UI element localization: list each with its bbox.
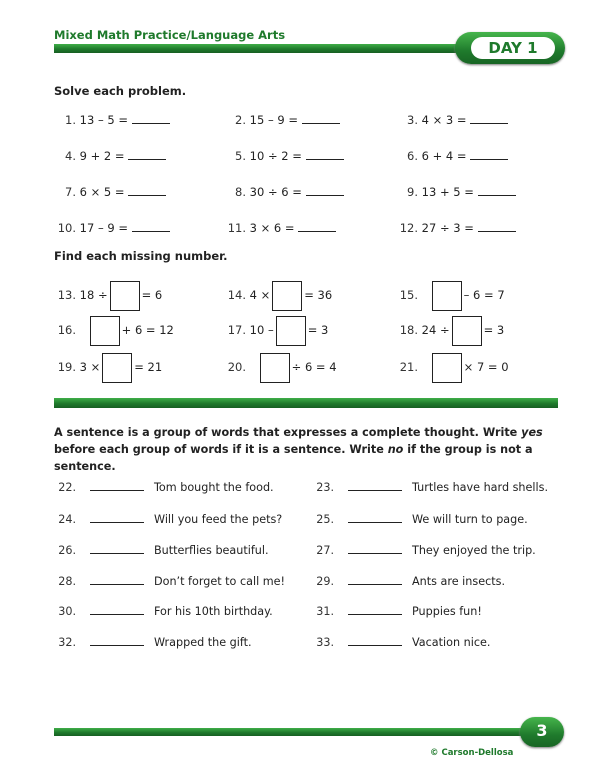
- problem-3: [398, 108, 508, 132]
- problem-5: [226, 144, 344, 168]
- page-number: 3: [536, 721, 548, 740]
- problem-number: 14.: [227, 288, 246, 302]
- answer-blank[interactable]: [348, 539, 402, 554]
- sentence-item-29: [314, 570, 505, 588]
- problem-number: 6.: [407, 149, 418, 163]
- item-number: 26.: [58, 544, 76, 557]
- problem-expr: 10 ÷ 2 =: [249, 149, 302, 163]
- sentence-item-30: [56, 600, 273, 618]
- answer-box[interactable]: [102, 353, 132, 383]
- problem-row: [0, 216, 603, 240]
- problem-number: 11.: [227, 221, 246, 235]
- problem-19: [56, 352, 162, 383]
- sentence-item-26: [56, 539, 269, 557]
- missing-row: [0, 315, 603, 345]
- expr-after: ÷ 6 = 4: [291, 360, 337, 374]
- problem-6: [398, 144, 508, 168]
- sentence-item-23: [314, 476, 548, 494]
- answer-blank[interactable]: [478, 217, 516, 232]
- problem-number: 19.: [57, 360, 76, 374]
- expr-after: = 6: [141, 288, 163, 302]
- problem-expr: 3 × 6 =: [249, 221, 295, 235]
- instruction-missing: Find each missing number.: [54, 249, 228, 263]
- sentence-text: Don’t forget to call me!: [154, 575, 285, 588]
- problem-9: [398, 180, 516, 204]
- problem-1: [56, 108, 170, 132]
- sentence-item-25: [314, 508, 528, 526]
- sentence-item-32: [56, 631, 252, 649]
- item-number: 29.: [316, 575, 334, 588]
- problem-number: 8.: [235, 185, 246, 199]
- problem-number: 7.: [65, 185, 76, 199]
- item-number: 30.: [58, 605, 76, 618]
- sentence-item-24: [56, 508, 282, 526]
- answer-blank[interactable]: [90, 508, 144, 523]
- problem-12: [398, 216, 516, 240]
- problem-4: [56, 144, 166, 168]
- problem-14: [226, 280, 332, 311]
- answer-blank[interactable]: [470, 109, 508, 124]
- answer-blank[interactable]: [348, 508, 402, 523]
- expr-before: 3 ×: [79, 360, 101, 374]
- problem-number: 1.: [65, 113, 76, 127]
- day-label: DAY 1: [488, 39, 538, 57]
- problem-number: 21.: [399, 360, 418, 374]
- problem-expr: 4 × 3 =: [421, 113, 467, 127]
- expr-after: – 6 = 7: [463, 288, 505, 302]
- expr-after: = 36: [304, 288, 333, 302]
- problem-number: 10.: [57, 221, 76, 235]
- sentence-item-28: [56, 570, 285, 588]
- instruction-text: A sentence is a group of words that expresses a complete thought. Write: [54, 426, 522, 439]
- problem-number: 18.: [399, 323, 418, 337]
- problem-number: 20.: [227, 360, 246, 374]
- problem-7: [56, 180, 166, 204]
- problem-number: 9.: [407, 185, 418, 199]
- problem-13: [56, 280, 162, 311]
- answer-box[interactable]: [432, 281, 462, 311]
- problem-17: [226, 315, 328, 346]
- expr-after: = 3: [483, 323, 505, 337]
- instruction-no: no: [387, 443, 404, 456]
- sentence-text: Wrapped the gift.: [154, 636, 252, 649]
- instruction-sentences: [54, 424, 559, 475]
- footer-bar: [54, 728, 534, 736]
- expr-after: = 3: [307, 323, 329, 337]
- answer-blank[interactable]: [348, 570, 402, 585]
- item-number: 25.: [316, 513, 334, 526]
- problem-expr: 13 – 5 =: [79, 113, 128, 127]
- expr-before: 18 ÷: [79, 288, 108, 302]
- answer-blank[interactable]: [90, 631, 144, 646]
- answer-box[interactable]: [110, 281, 140, 311]
- answer-blank[interactable]: [132, 217, 170, 232]
- answer-blank[interactable]: [306, 145, 344, 160]
- problem-number: 15.: [399, 288, 418, 302]
- problem-expr: 27 ÷ 3 =: [421, 221, 474, 235]
- sentence-item-31: [314, 600, 482, 618]
- instruction-solve: Solve each problem.: [54, 84, 187, 98]
- sentence-text: They enjoyed the trip.: [412, 544, 536, 557]
- item-number: 23.: [316, 481, 334, 494]
- problem-number: 13.: [57, 288, 76, 302]
- answer-box[interactable]: [260, 353, 290, 383]
- problem-16: [56, 315, 174, 346]
- section-divider: [54, 398, 558, 408]
- problem-number: 16.: [57, 323, 76, 337]
- answer-blank[interactable]: [306, 181, 344, 196]
- worksheet-title: Mixed Math Practice/Language Arts: [54, 28, 286, 42]
- sentence-text: We will turn to page.: [412, 513, 528, 526]
- item-number: 32.: [58, 636, 76, 649]
- answer-blank[interactable]: [348, 631, 402, 646]
- item-number: 27.: [316, 544, 334, 557]
- problem-expr: 15 – 9 =: [249, 113, 298, 127]
- problem-2: [226, 108, 340, 132]
- problem-expr: 9 + 2 =: [79, 149, 125, 163]
- answer-blank[interactable]: [90, 600, 144, 615]
- problem-expr: 17 – 9 =: [79, 221, 128, 235]
- answer-blank[interactable]: [348, 476, 402, 491]
- problem-18: [398, 315, 504, 346]
- item-number: 33.: [316, 636, 334, 649]
- expr-before: 24 ÷: [421, 323, 450, 337]
- missing-row: [0, 280, 603, 310]
- problem-expr: 30 ÷ 6 =: [249, 185, 302, 199]
- sentence-text: Tom bought the food.: [154, 481, 274, 494]
- problem-21: [398, 352, 509, 383]
- problem-11: [226, 216, 336, 240]
- problem-number: 3.: [407, 113, 418, 127]
- sentence-text: Vacation nice.: [412, 636, 491, 649]
- answer-blank[interactable]: [90, 570, 144, 585]
- answer-blank[interactable]: [132, 109, 170, 124]
- instruction-text: if the group is not a sentence.: [54, 443, 533, 473]
- problem-20: [226, 352, 337, 383]
- problem-10: [56, 216, 170, 240]
- sentence-text: For his 10th birthday.: [154, 605, 273, 618]
- expr-after: = 21: [134, 360, 163, 374]
- answer-blank[interactable]: [348, 600, 402, 615]
- answer-blank[interactable]: [478, 181, 516, 196]
- answer-blank[interactable]: [128, 145, 166, 160]
- missing-row: [0, 352, 603, 382]
- sentence-text: Puppies fun!: [412, 605, 482, 618]
- sentence-item-22: [56, 476, 274, 494]
- problem-number: 12.: [399, 221, 418, 235]
- sentence-item-27: [314, 539, 536, 557]
- problem-number: 5.: [235, 149, 246, 163]
- copyright: © Carson-Dellosa: [430, 748, 514, 758]
- problem-number: 4.: [65, 149, 76, 163]
- answer-blank[interactable]: [302, 109, 340, 124]
- sentence-text: Ants are insects.: [412, 575, 505, 588]
- expr-after: + 6 = 12: [121, 323, 174, 337]
- answer-blank[interactable]: [90, 539, 144, 554]
- answer-blank[interactable]: [470, 145, 508, 160]
- answer-blank[interactable]: [298, 217, 336, 232]
- problem-row: [0, 144, 603, 168]
- problem-expr: 13 + 5 =: [421, 185, 474, 199]
- answer-box[interactable]: [432, 353, 462, 383]
- sentence-text: Will you feed the pets?: [154, 513, 283, 526]
- problem-expr: 6 × 5 =: [79, 185, 125, 199]
- sentence-text: Turtles have hard shells.: [412, 481, 549, 494]
- answer-box[interactable]: [90, 316, 120, 346]
- problem-15: [398, 280, 505, 311]
- answer-box[interactable]: [276, 316, 306, 346]
- sentence-text: Butterflies beautiful.: [154, 544, 269, 557]
- expr-before: 10 –: [249, 323, 274, 337]
- problem-number: 17.: [227, 323, 246, 337]
- header-bar: [54, 44, 474, 53]
- expr-before: 4 ×: [249, 288, 271, 302]
- sentence-item-33: [314, 631, 490, 649]
- problem-number: 2.: [235, 113, 246, 127]
- problem-row: [0, 108, 603, 132]
- expr-after: × 7 = 0: [463, 360, 509, 374]
- item-number: 31.: [316, 605, 334, 618]
- problem-8: [226, 180, 344, 204]
- answer-blank[interactable]: [128, 181, 166, 196]
- problem-row: [0, 180, 603, 204]
- item-number: 24.: [58, 513, 76, 526]
- answer-box[interactable]: [452, 316, 482, 346]
- item-number: 22.: [58, 481, 76, 494]
- answer-blank[interactable]: [90, 476, 144, 491]
- instruction-text: before each group of words if it is a sentence. Write: [54, 443, 388, 456]
- instruction-yes: yes: [521, 426, 543, 439]
- problem-expr: 6 + 4 =: [421, 149, 467, 163]
- answer-box[interactable]: [272, 281, 302, 311]
- item-number: 28.: [58, 575, 76, 588]
